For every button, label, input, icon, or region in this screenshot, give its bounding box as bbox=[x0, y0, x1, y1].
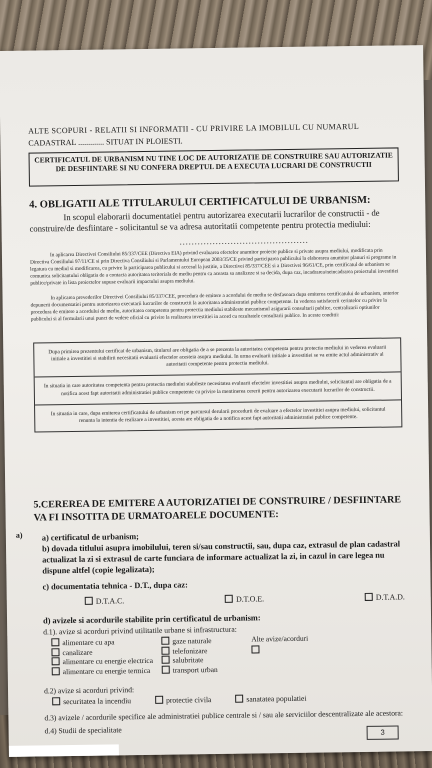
checkbox-icon[interactable] bbox=[52, 658, 60, 666]
utility-option[interactable]: transport urban bbox=[162, 665, 252, 676]
certificate-notice-box: CERTIFICATUL DE URBANISM NU TINE LOC DE AUTORIZATIE DE CONSTRUIRE SAU AUTORIZATIE DE DESFIINTARE SI NU CONFERA DREPTUL DE A EXECUTA LUCRARI DE CONSTRUCTII bbox=[29, 147, 399, 186]
utility-option[interactable]: salubritate bbox=[162, 655, 252, 666]
header-line-1: ALTE SCOPURI - RELATII SI INFORMATII - CU PRIVIRE LA IMOBILUL CU NUMARUL bbox=[28, 121, 360, 136]
item-a: a) certificatul de urbanism; bbox=[41, 532, 139, 543]
redaction-box bbox=[9, 744, 119, 757]
page-number: 3 bbox=[367, 725, 399, 739]
dtac-option[interactable]: D.T.A.C. bbox=[85, 596, 125, 606]
item-d1: d.1). avize si acorduri privind utilitatile urbane si infrastructura: bbox=[43, 624, 237, 637]
technical-documentation-options bbox=[85, 592, 405, 606]
checkbox-icon[interactable] bbox=[161, 637, 169, 645]
checkbox-icon[interactable] bbox=[51, 638, 59, 646]
checkbox-icon[interactable] bbox=[52, 667, 60, 675]
checkbox-icon[interactable] bbox=[155, 696, 163, 704]
note-row: In situatia in care autoritatea competenta pentru protectia mediului stabileste necesitatea evaluarii efectelor investitiei asupra mediului, solicitantul are obligatia de a notifica acest fapt autoritatii administratiei publice competente cu privire la mentinerea cererii pentru autorizarea executarii lucrarilor de constructii. bbox=[35, 373, 401, 405]
item-d: d) avizele si acordurile stabilite prin certificatul de urbanism: bbox=[42, 613, 261, 626]
utility-option[interactable]: alimentare cu apa bbox=[51, 637, 161, 648]
dtoe-option[interactable]: D.T.O.E. bbox=[225, 594, 264, 604]
section-4-dots: ........................................... bbox=[179, 235, 309, 247]
utility-option[interactable]: alimentare cu energie termica bbox=[52, 666, 162, 677]
checkbox-icon[interactable] bbox=[51, 648, 59, 656]
fire-safety-option[interactable]: securitatea la incendiu bbox=[52, 696, 131, 707]
checkbox-icon[interactable] bbox=[162, 666, 170, 674]
section-5-title: 5.CEREREA DE EMITERE A AUTORIZATIEI DE CONSTRUIRE / DESFIINTARE VA FI INSOTITA DE URMATOARELE DOCUMENTE: bbox=[33, 494, 402, 524]
item-d4: d.4) Studii de specialitate bbox=[44, 725, 122, 736]
utilities-checklist bbox=[51, 633, 402, 677]
obligations-notes-table bbox=[33, 337, 402, 432]
other-approvals-label: Alte avize/acorduri bbox=[251, 633, 309, 644]
utility-option[interactable]: telefonizare bbox=[161, 645, 251, 656]
margin-mark: a) bbox=[15, 530, 23, 540]
section-4-title: 4. OBLIGATII ALE TITULARULUI CERTIFICATULUI DE URBANISM: bbox=[29, 194, 371, 211]
civil-protection-option[interactable]: protectie civila bbox=[155, 695, 211, 705]
eia-paragraph: In aplicarea Directivei Consiliului 85/337/CEE (Directiva EIA) privind evaluarea efectelor anumitor proiecte publice si private asupra mediului, modificata prin Directiva Consiliului 97/11/CE si prin Directiva Consiliului si Parlamentului European 2003/35/CE privind participarea publicului la elaborarea anumitor planuri si programe in legatura cu mediul si modificarea, cu privire la participarea publicului si accesul la justitie, a Directivei 85/337/CEE si a Directivei 96/61/CE, prin certificatul de urbanism se comunica solicitantului obligatia de a contacta autoritatea teritoriala de mediu pentru ca aceasta sa analizeze si sa decida, dupa caz, incadrarea/neincadrarea proiectului investitiei publice/private in lista proiectelor supuse evaluarii impactului asupra mediului. bbox=[30, 247, 399, 287]
document-page bbox=[0, 45, 432, 757]
checkbox-icon[interactable] bbox=[162, 656, 170, 664]
checkbox-icon[interactable] bbox=[52, 697, 60, 705]
note-row: In situatia in care, dupa emiterea certificatului de urbanism ori pe parcursul derularii procedurii de evaluare a efectelor investitiei asupra mediului, solicitantul renunta la intentia de realizare a investitiei, acesta are obligatia de a notifica acest fapt autoritatii administratiei publice competente. bbox=[50, 406, 386, 424]
checkbox-icon[interactable] bbox=[365, 593, 373, 601]
checkbox-icon[interactable] bbox=[251, 645, 259, 653]
item-d2: d.2) avize si acorduri privind: bbox=[43, 685, 135, 696]
checkbox-icon[interactable] bbox=[85, 597, 93, 605]
header-line-2: CADASTRAL ............. SITUAT IN PLOIESTI. bbox=[28, 136, 183, 148]
item-b: b) dovada titlului asupra imobilului, teren si/sau constructii, sau, dupa caz, extrasul de plan cadastral actualizat la zi si extrasul de carte funciara de informare actualizat la zi, in cazul in care legea nu dispune altfel (copie legalizata); bbox=[41, 539, 401, 576]
item-c: c) documentatia tehnica - D.T., dupa caz: bbox=[42, 580, 188, 592]
note-row: Dupa primirea prezentului certificat de urbanism, titularul are obligatia de a se prezenta la autoritatea competenta pentru protectia mediului in vederea evaluarii initiale a investitiei si stabilirii necesitatii evaluarii efectelor acesteia asupra mediului. In urma evaluarii initiale a investitiei se va emite actul administrativ al autoritatii competente pentru protectia mediului. bbox=[34, 338, 400, 378]
dtad-option[interactable]: D.T.A.D. bbox=[365, 592, 405, 602]
checkbox-icon[interactable] bbox=[225, 595, 233, 603]
checkbox-icon[interactable] bbox=[235, 695, 243, 703]
environmental-procedure-paragraph: In aplicarea prevederilor Directivei Consiliului 85/337/CEE, procedura de emitere a acordului de mediu se desfasoara dupa emiterea certificatului de urbanism, anterior depunerii documentatiei pentru autorizarea executarii lucrarilor de constructii la autoritatea administratiei publice competente. In vederea satisfacerii cerintelor cu privire la procedura de emitere a acordului de mediu, autoritatea competenta pentru protectia mediului stabileste mecanismul asigurarii consultarii publice, centralizarii optiunilor publicului si al formularii unui punct de vedere oficial cu privire la realizarea investitiei in acord cu rezultatele consultarii publice. In aceste conditii: bbox=[30, 290, 399, 323]
section-4-intro: In scopul elaborarii documentatiei pentru autorizarea executarii lucrarilor de constructii - de construire/de desfiintare - solicitantul se va adresa autoritatii competente pentru protectia mediului: bbox=[29, 207, 380, 234]
public-health-option[interactable]: sanatatea populatiei bbox=[235, 694, 306, 704]
utility-option[interactable]: gaze naturale bbox=[161, 636, 251, 647]
item-d3: d.3) avizele / acordurile specifice ale administratiei publice centrale si / sau ale serviciilor descentralizate ale acestora: bbox=[44, 708, 404, 723]
utility-option[interactable]: canalizare bbox=[51, 647, 161, 658]
checkbox-icon[interactable] bbox=[161, 646, 169, 654]
utility-option[interactable]: alimentare cu energie electrica bbox=[52, 656, 162, 667]
